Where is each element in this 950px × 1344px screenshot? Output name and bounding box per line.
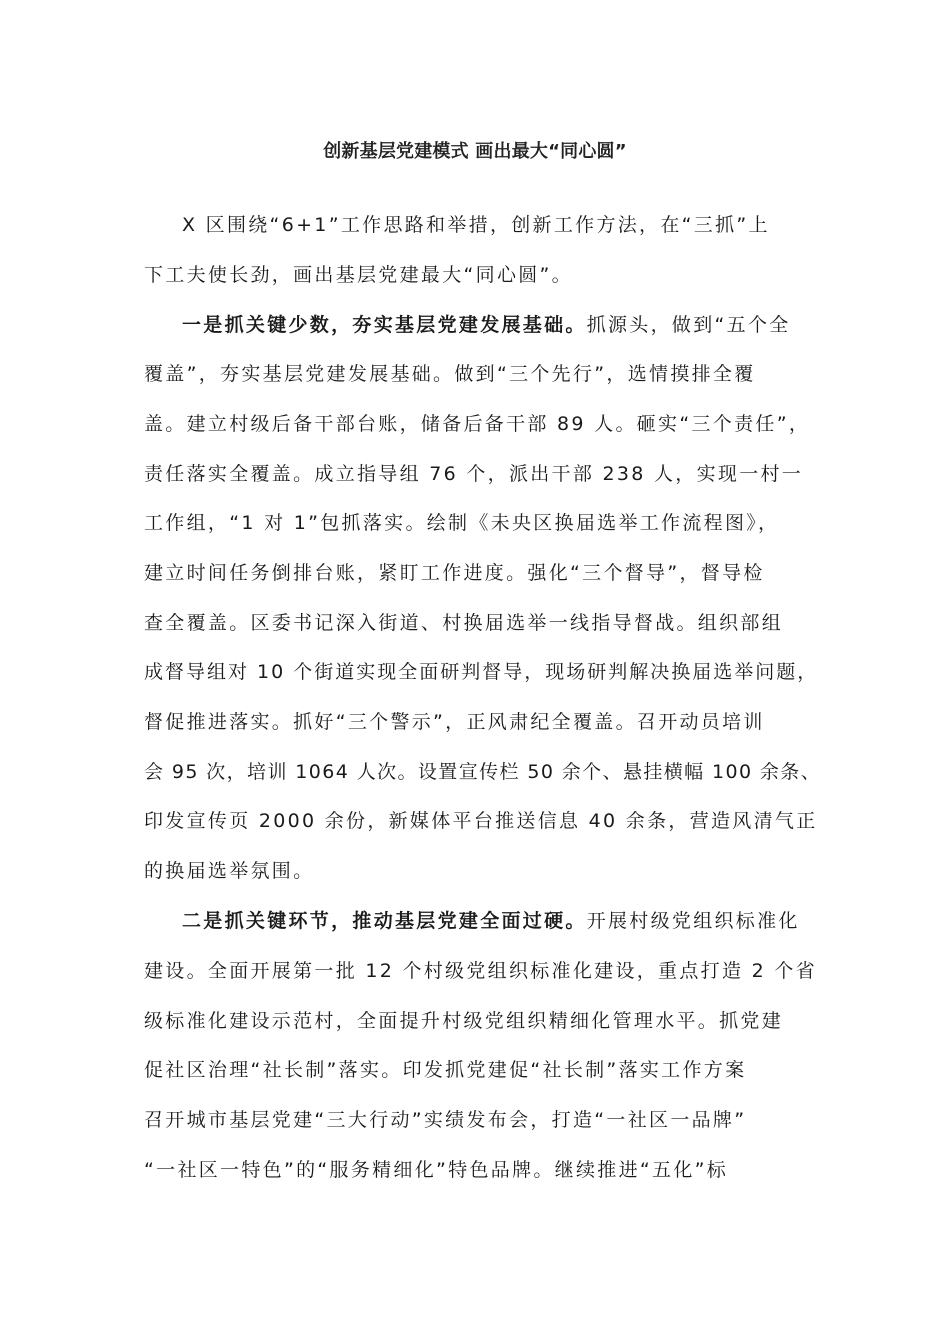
paragraph-line: 级标准化建设示范村，全面提升村级党组织精细化管理水平。抓党建 [144, 1010, 784, 1032]
paragraph-line: 成督导组对 10 个街道实现全面研判督导，现场研判解决换届选举问题， [144, 661, 819, 683]
section-2-first-line-text: 开展村级党组织标准化 [586, 910, 800, 932]
section-1-first-line-text: 抓源头，做到“五个全 [586, 314, 791, 336]
document-title: 创新基层党建模式 画出最大“同心圆” [323, 141, 627, 162]
paragraph-line: 盖。建立村级后备干部台账，储备后备干部 89 人。砸实“三个责任”， [144, 413, 811, 435]
paragraph-line: 建设。全面开展第一批 12 个村级党组织标准化建设，重点打造 2 个省 [144, 960, 817, 982]
paragraph-line: 召开城市基层党建“三大行动”实绩发布会，打造“一社区一品牌” [144, 1109, 747, 1131]
paragraph-line: 的换届选举氛围。 [144, 860, 315, 882]
section-1-heading: 一是抓关键少数，夯实基层党建发展基础。 [182, 314, 587, 336]
paragraph-line: 查全覆盖。区委书记深入街道、村换届选举一线指导督战。组织部组 [144, 612, 784, 634]
section-2-first-line [182, 906, 800, 936]
section-1-first-line [182, 310, 791, 340]
paragraph-line: “一社区一特色”的“服务精细化”特色品牌。继续推进“五化”标 [144, 1159, 729, 1181]
intro-line: X 区围绕“6+1”工作思路和举措，创新工作方法，在“三抓”上 [182, 214, 770, 236]
paragraph-line: 责任落实全覆盖。成立指导组 76 个，派出干部 238 人，实现一村一 [144, 463, 804, 485]
paragraph-line: 建立时间任务倒排台账，紧盯工作进度。强化“三个督导”，督导检 [144, 562, 765, 584]
paragraph-line: 工作组，“1 对 1”包抓落实。绘制《未央区换届选举工作流程图》， [144, 512, 780, 534]
paragraph-line: 印发宣传页 2000 余份，新媒体平台推送信息 40 余条，营造风清气正 [144, 810, 818, 832]
paragraph-line: 会 95 次，培训 1064 人次。设置宣传栏 50 余个、悬挂横幅 100 余条、 [144, 761, 822, 783]
section-2-heading: 二是抓关键环节，推动基层党建全面过硬。 [182, 910, 587, 932]
paragraph-line: 促社区治理“社长制”落实。印发抓党建促“社长制”落实工作方案 [144, 1059, 747, 1081]
paragraph-line: 覆盖”，夯实基层党建发展基础。做到“三个先行”，选情摸排全覆 [144, 363, 756, 385]
paragraph-line: 督促推进落实。抓好“三个警示”，正风肃纪全覆盖。召开动员培训 [144, 711, 765, 733]
intro-line: 下工夫使长劲，画出基层党建最大“同心圆”。 [144, 264, 573, 286]
